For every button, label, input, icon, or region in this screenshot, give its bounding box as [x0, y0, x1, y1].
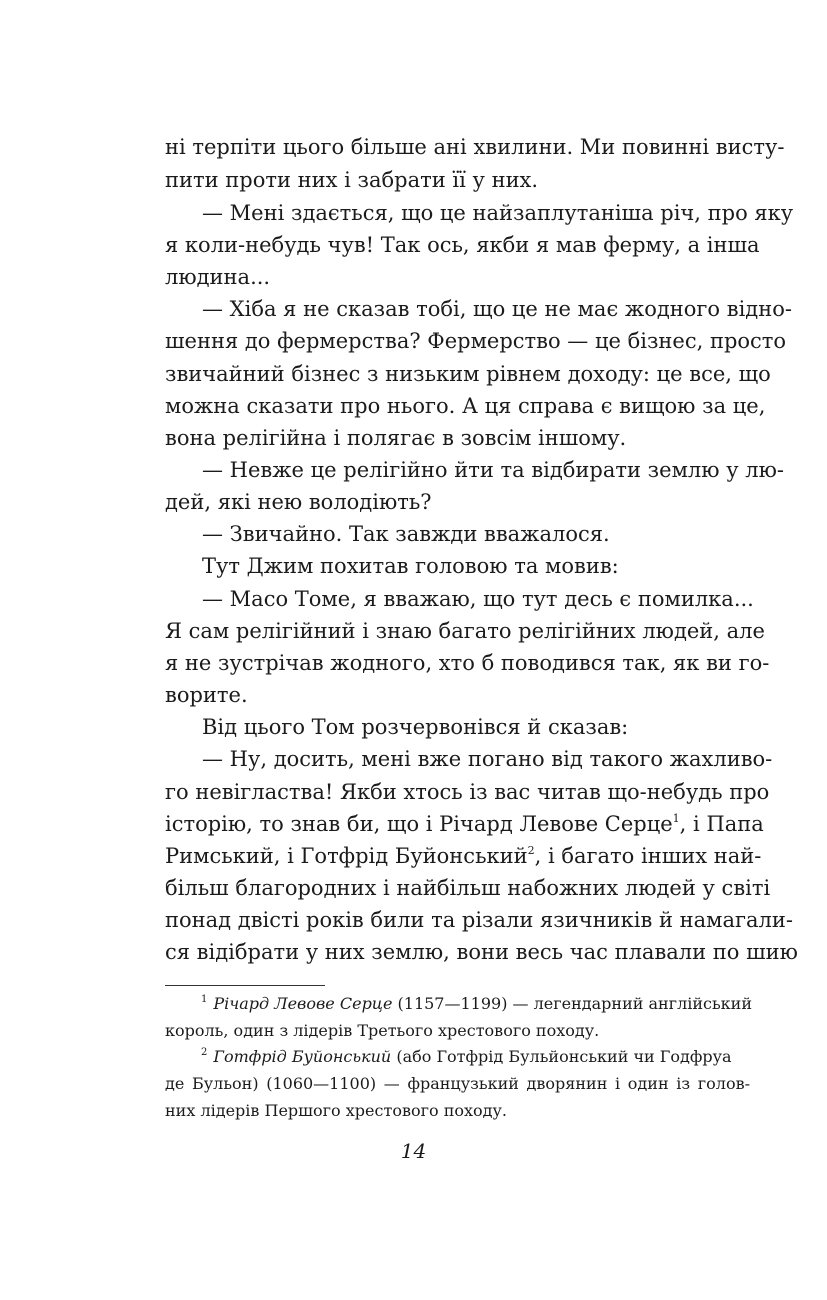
- footnote-mark: 1: [201, 994, 208, 1005]
- footnote-1-line: король, один з лідерів Третього хрестового походу.: [165, 1021, 600, 1040]
- text-line: я коли-небудь чув! Так ось, якби я мав ферму, а інша: [165, 233, 760, 257]
- text-line: го невігластва! Якби хтось із вас читав що-небудь про: [165, 780, 770, 804]
- text-span: Римський, і Готфрід Буйонський: [165, 844, 528, 868]
- text-line: людина...: [165, 265, 271, 289]
- text-line: ворите.: [165, 683, 248, 707]
- footnote-text: (1157—1199) — легендарний англійський: [392, 994, 753, 1013]
- footnote-term: Готфрід Буйонський: [213, 1047, 392, 1066]
- footnote-text: (або Готфрід Бульйонський чи Годфруа: [391, 1047, 732, 1066]
- text-line: ся відібрати у них землю, вони весь час плавали по шию: [165, 940, 798, 964]
- text-line: — Хіба я не сказав тобі, що це не має жодного відно-: [202, 297, 792, 321]
- text-line: звичайний бізнес з низьким рівнем доходу: це все, що: [165, 362, 771, 386]
- text-line: шення до фермерства? Фермерство — це бізнес, просто: [165, 329, 787, 353]
- footnote-mark: 2: [201, 1047, 208, 1058]
- text-line: — Ну, досить, мені вже погано від такого жахливо-: [202, 747, 773, 771]
- text-line: я не зустрічав жодного, хто б поводився так, як ви го-: [165, 651, 770, 675]
- footnote-term: Річард Левове Серце: [213, 994, 393, 1013]
- text-line: Від цього Том розчервонівся й сказав:: [202, 715, 629, 739]
- footnote-1-line: [165, 990, 753, 1017]
- page-number: 14: [400, 1139, 427, 1163]
- text-line: — Мені здається, що це найзаплутаніша річ, про яку: [202, 201, 794, 225]
- footnote-ref[interactable]: 1: [672, 812, 680, 825]
- text-span: , і Папа: [679, 812, 764, 836]
- text-line: — Масо Томе, я вважаю, що тут десь є помилка...: [202, 587, 754, 611]
- text-line: пити проти них і забрати її у них.: [165, 168, 539, 192]
- footnote-ref[interactable]: 2: [527, 844, 535, 857]
- text-line: дей, які нею володіють?: [165, 490, 432, 514]
- text-line: понад двісті років били та різали язичників й намагали-: [165, 908, 793, 932]
- text-line: вона релігійна і полягає в зовсім іншому.: [165, 426, 627, 450]
- text-line: — Звичайно. Так завжди вважалося.: [202, 522, 610, 546]
- text-line: можна сказати про нього. А ця справа є вищою за це,: [165, 394, 766, 418]
- text-line: більш благородних і найбільш набожних людей у світі: [165, 876, 771, 900]
- footnote-2-line: де Бульон) (1060—1100) — французький дворянин і один із голов-: [165, 1074, 750, 1093]
- footnote-divider: [165, 985, 325, 986]
- text-span: історію, то знав би, що і Річард Левове Серце: [165, 812, 673, 836]
- footnote-2-line: них лідерів Першого хрестового походу.: [165, 1101, 507, 1120]
- footnote-2-line: [165, 1043, 750, 1070]
- text-line: ні терпіти цього більше ані хвилини. Ми повинні висту-: [165, 135, 785, 159]
- text-line: — Невже це релігійно йти та відбирати землю у лю-: [202, 458, 784, 482]
- text-span: , і багато інших най-: [534, 844, 762, 868]
- text-line: Я сам релігійний і знаю багато релігійних людей, але: [165, 619, 765, 643]
- text-line: Тут Джим похитав головою та мовив:: [202, 554, 619, 578]
